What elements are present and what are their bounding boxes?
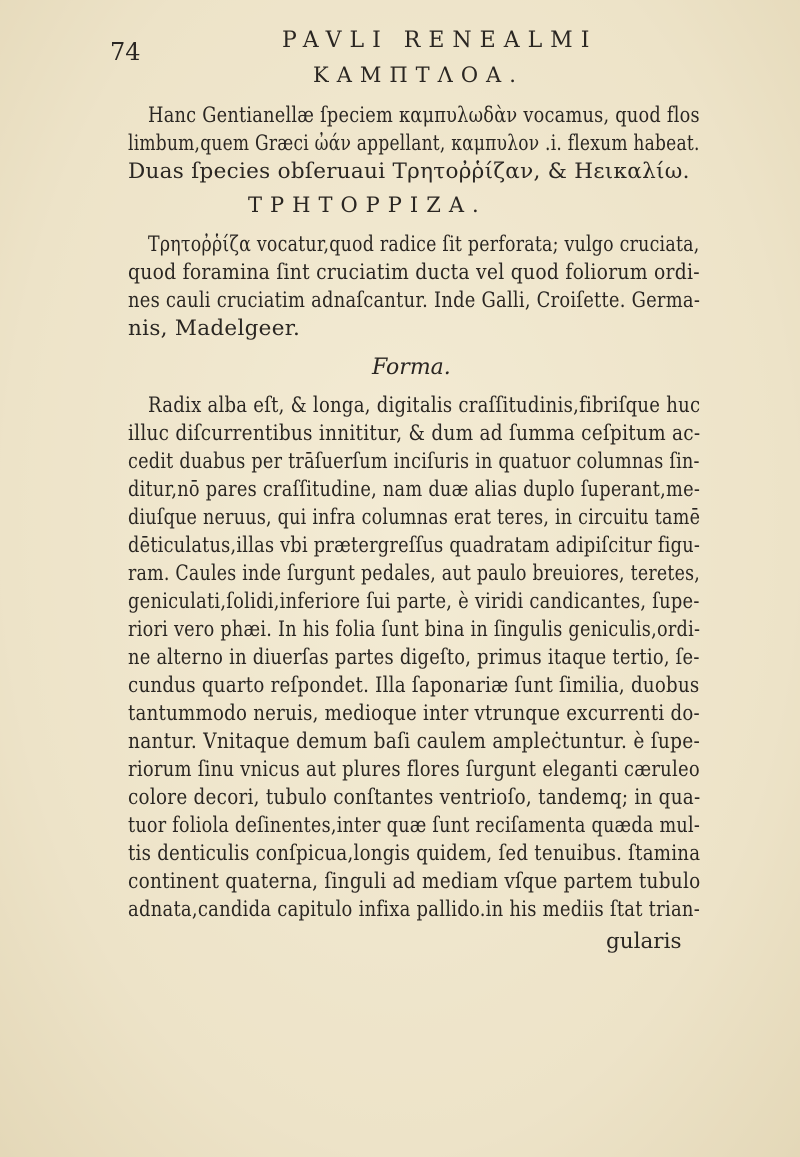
text-line: ditur,nō pares craſſitudine, nam duæ alias duplo ſuperant,me- bbox=[128, 477, 701, 502]
text-line: riori vero phæi. In his folia ſunt bina in ſingulis geniculis,ordi- bbox=[128, 617, 701, 642]
catchword: gularis bbox=[606, 929, 682, 954]
forma-heading: Forma. bbox=[372, 355, 451, 380]
text-line: nantur. Vnitaque demum baſi caulem ampleċtuntur. è ſupe- bbox=[128, 729, 701, 754]
text-line: nis, Madelgeer. bbox=[128, 316, 301, 341]
text-line: colore decori, tubulo conſtantes ventrioſo, tandemq; in qua- bbox=[128, 785, 701, 810]
text-line: Radix alba eſt, & longa, digitalis craſſitudinis,fibriſque huc bbox=[148, 393, 701, 418]
text-line: quod foramina ſint cruciatim ducta vel quod foliorum ordi- bbox=[128, 260, 700, 285]
text-line: tantummodo neruis, medioque inter vtrunque excurrenti do- bbox=[128, 701, 700, 726]
text-line: riorum ſinu vnicus aut plures flores ſurgunt eleganti cæruleo bbox=[128, 757, 700, 782]
text-line: nes cauli cruciatim adnaſcantur. Inde Galli, Croiſette. Germa- bbox=[128, 288, 701, 313]
text-line: Τρητοῤῥίζα vocatur,quod radice ſit perforata; vulgo cruciata, bbox=[148, 232, 700, 257]
text-line: Duas ſpecies obſeruaui Τρητοῤῥίζαν, & Ηεικαλίω. bbox=[128, 159, 690, 184]
section-title-kamptyloa: ΚΑΜΠΤΛΟΑ. bbox=[313, 63, 524, 87]
text-line: continent quaterna, ſinguli ad mediam vſque partem tubulo bbox=[128, 869, 701, 894]
text-line: geniculati,ſolidi,inferiore ſui parte, è viridi candicantes, ſupe- bbox=[128, 589, 700, 614]
text-line: cundus quarto reſpondet. Illa ſaponariæ ſunt ſimilia, duobus bbox=[128, 673, 700, 698]
running-head: PAVLI RENEALMI bbox=[282, 28, 598, 53]
text-line: dēticulatus,illas vbi prætergreſſus quadratam adipiſcitur figu- bbox=[128, 533, 701, 558]
text-line: tuor foliola deſinentes,inter quæ ſunt reciſamenta quæda mul- bbox=[128, 813, 701, 838]
page-number: 74 bbox=[110, 38, 141, 66]
text-line: tis denticulis conſpicua,longis quidem, ſed tenuibus. ſtamina bbox=[128, 841, 701, 866]
text-line: diuſque neruus, qui infra columnas erat teres, in circuitu tamē bbox=[128, 505, 701, 530]
text-line: ne alterno in diuerſas partes digeſto, primus itaque tertio, ſe- bbox=[128, 645, 700, 670]
text-line: cedit duabus per trāſuerſum inciſuris in quatuor columnas ſin- bbox=[128, 449, 700, 474]
text-line: ram. Caules inde ſurgunt pedales, aut paulo breuiores, teretes, bbox=[128, 561, 701, 586]
text-line: Hanc Gentianellæ ſpeciem καμπυλωδὰν vocamus, quod flos bbox=[148, 103, 700, 128]
text-line: limbum,quem Græci ὠάν appellant, καμπυλον .i. flexum habeat. bbox=[128, 131, 700, 156]
text-line: illuc diſcurrentibus innititur, & dum ad ſumma ceſpitum ac- bbox=[128, 421, 701, 446]
text-line: adnata,candida capitulo infixa pallido.in his mediis ſtat trian- bbox=[128, 897, 701, 922]
section-title-tretorrhiza: ΤΡΗΤΟΡΡΙΖΑ. bbox=[248, 193, 487, 217]
